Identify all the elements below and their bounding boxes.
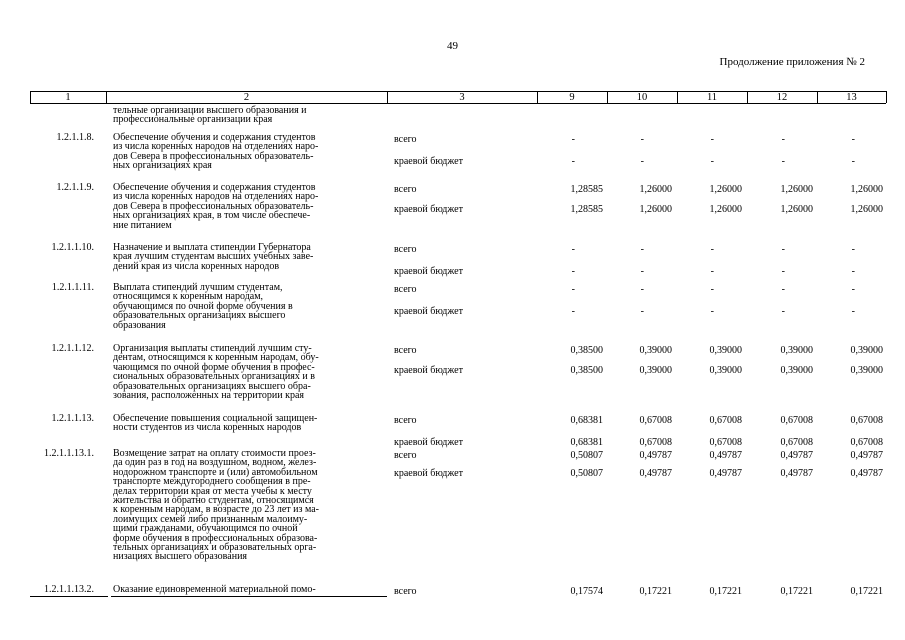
- value-cell: 0,67008: [639, 415, 672, 426]
- value-cell: 0,49787: [709, 468, 742, 479]
- value-cell: -: [781, 156, 785, 167]
- row-description: относящимся к коренным народам,: [113, 291, 264, 303]
- funding-source-label: краевой бюджет: [394, 468, 463, 479]
- value-cell: 1,26000: [709, 204, 742, 215]
- funding-source-label: краевой бюджет: [394, 204, 463, 215]
- row-description: Обеспечение повышения социальной защищен-: [113, 413, 318, 424]
- header-cell-col-1: 1: [65, 92, 71, 103]
- value-cell: -: [640, 284, 644, 295]
- row-description: образовательных организациях высшего обра-: [113, 380, 311, 392]
- value-cell: 0,38500: [570, 365, 603, 376]
- value-cell: -: [640, 306, 644, 317]
- row-code: 1.2.1.1.10.: [51, 242, 94, 253]
- value-cell: -: [710, 244, 714, 255]
- row-description: да один раз в год на воздушном, водном, желез-: [113, 457, 317, 469]
- value-cell: 0,50807: [570, 468, 603, 479]
- value-cell: 0,39000: [639, 365, 672, 376]
- header-cell-col-11: 11: [706, 92, 718, 103]
- value-cell: 0,49787: [850, 450, 883, 461]
- value-cell: 0,49787: [780, 468, 813, 479]
- value-cell: -: [640, 266, 644, 277]
- value-cell: 0,50807: [570, 450, 603, 461]
- carry-over-text: профессиональные организации края: [113, 114, 273, 126]
- row-code: 1.2.1.1.13.2.: [44, 584, 94, 595]
- row-description: из числа коренных народов на отделениях наро-: [113, 191, 319, 203]
- value-cell: 0,39000: [780, 345, 813, 356]
- row-description: делах территории края от места учебы к месту: [113, 485, 312, 497]
- row-description: жительства и обратно студентам, относящимся: [113, 495, 314, 506]
- value-cell: 0,17221: [780, 586, 813, 597]
- value-cell: 1,26000: [780, 184, 813, 195]
- row-description: Назначение и выплата стипендии Губернатора: [113, 242, 311, 253]
- value-cell: -: [640, 156, 644, 167]
- value-cell: 0,49787: [709, 450, 742, 461]
- value-cell: -: [851, 266, 855, 277]
- row-description: тельных организациях и образовательных орга-: [113, 542, 317, 553]
- value-cell: -: [571, 156, 575, 167]
- value-cell: -: [571, 266, 575, 277]
- value-cell: 1,26000: [780, 204, 813, 215]
- row-code: 1.2.1.1.8.: [56, 132, 94, 143]
- value-cell: -: [851, 244, 855, 255]
- row-description: ных организациях края, в том числе обеспече-: [113, 210, 311, 222]
- row-description: зования, расположенных на территории края: [113, 390, 304, 401]
- value-cell: -: [571, 284, 575, 295]
- row-code: 1.2.1.1.13.: [51, 413, 94, 424]
- value-cell: -: [710, 266, 714, 277]
- funding-source-label: краевой бюджет: [394, 156, 463, 167]
- row-code: 1.2.1.1.12.: [51, 343, 94, 354]
- value-cell: 0,39000: [639, 345, 672, 356]
- value-cell: -: [781, 134, 785, 145]
- value-cell: 0,67008: [850, 437, 883, 448]
- row-description: Обеспечение обучения и содержания студентов: [113, 132, 316, 143]
- row-description: образования: [113, 319, 166, 331]
- value-cell: -: [710, 306, 714, 317]
- row-description: из числа коренных народов на отделениях наро-: [113, 141, 319, 153]
- value-cell: -: [571, 244, 575, 255]
- value-cell: -: [781, 306, 785, 317]
- row-description: обучающимся по очной форме обучения в: [113, 300, 293, 312]
- value-cell: 0,68381: [570, 437, 603, 448]
- value-cell: -: [781, 284, 785, 295]
- value-cell: 0,49787: [639, 468, 672, 479]
- value-cell: -: [710, 134, 714, 145]
- page-number: 49: [447, 40, 458, 52]
- value-cell: 0,67008: [780, 415, 813, 426]
- header-cell-col-10: 10: [636, 92, 648, 103]
- row-code: 1.2.1.1.9.: [56, 182, 94, 193]
- continuation-note: Продолжение приложения № 2: [719, 56, 865, 68]
- row-description: ных организациях края: [113, 160, 212, 172]
- value-cell: -: [851, 306, 855, 317]
- value-cell: 0,17221: [639, 586, 672, 597]
- value-cell: 0,68381: [570, 415, 603, 426]
- row-description: форме обучения в профессиональных образова-: [113, 532, 318, 544]
- row-description: низациях высшего образования: [113, 551, 248, 563]
- value-cell: 0,67008: [780, 437, 813, 448]
- value-cell: -: [851, 134, 855, 145]
- row-description: края лучшим студентам высших учебных заве-: [113, 251, 314, 263]
- value-cell: 0,39000: [780, 365, 813, 376]
- value-cell: 0,49787: [639, 450, 672, 461]
- value-cell: 0,67008: [850, 415, 883, 426]
- header-cell-col-13: 13: [846, 92, 857, 103]
- value-cell: -: [781, 244, 785, 255]
- funding-source-label: всего: [394, 284, 417, 295]
- value-cell: -: [851, 156, 855, 167]
- row-code: 1.2.1.1.11.: [51, 282, 94, 293]
- value-cell: -: [640, 134, 644, 145]
- value-cell: 0,49787: [780, 450, 813, 461]
- funding-source-label: всего: [394, 345, 417, 356]
- header-column-divider: [886, 91, 887, 103]
- row-description: Оказание единовременной материальной помо-: [113, 584, 316, 595]
- row-description: сиональных образовательных организациях и в: [113, 371, 315, 383]
- value-cell: 1,26000: [639, 204, 672, 215]
- row-description: к коренным народам, в возрасте до 23 лет из ма-: [113, 504, 319, 516]
- bottom-border-code: [30, 596, 108, 597]
- row-code: 1.2.1.1.13.1.: [44, 448, 94, 459]
- value-cell: 1,26000: [639, 184, 672, 195]
- value-cell: 0,17221: [850, 586, 883, 597]
- funding-source-label: всего: [394, 134, 417, 145]
- funding-source-label: всего: [394, 415, 417, 426]
- row-description: дов Севера в профессиональных образователь-: [113, 200, 314, 212]
- row-description: лоимущих семей либо признанным малоиму-: [113, 513, 308, 525]
- funding-source-label: краевой бюджет: [394, 437, 463, 448]
- row-description: Возмещение затрат на оплату стоимости проез-: [113, 448, 316, 459]
- funding-source-label: краевой бюджет: [394, 266, 463, 277]
- value-cell: -: [640, 244, 644, 255]
- value-cell: -: [710, 156, 714, 167]
- value-cell: 0,39000: [709, 345, 742, 356]
- value-cell: 0,67008: [709, 437, 742, 448]
- row-description: Выплата стипендий лучшим студентам,: [113, 282, 283, 293]
- funding-source-label: всего: [394, 450, 417, 461]
- value-cell: -: [571, 134, 575, 145]
- carry-over-text: тельные организации высшего образования и: [113, 105, 307, 116]
- value-cell: 0,17574: [570, 586, 603, 597]
- row-description: транспорте междугороднего сообщения в пре-: [113, 476, 311, 488]
- value-cell: 1,26000: [850, 184, 883, 195]
- funding-source-label: краевой бюджет: [394, 306, 463, 317]
- value-cell: 1,26000: [709, 184, 742, 195]
- row-description: нодорожном транспорте и (или) автомобильном: [113, 466, 318, 478]
- value-cell: 0,67008: [639, 437, 672, 448]
- value-cell: 0,39000: [850, 365, 883, 376]
- row-description: Обеспечение обучения и содержания студентов: [113, 182, 316, 193]
- row-description: дентам, относящимся к коренным народам, обу-: [113, 352, 319, 364]
- row-description: образовательных организациях высшего: [113, 310, 286, 322]
- value-cell: 0,17221: [709, 586, 742, 597]
- value-cell: -: [781, 266, 785, 277]
- row-description: ние питанием: [113, 219, 172, 231]
- value-cell: -: [851, 284, 855, 295]
- row-description: Организация выплаты стипендий лучшим сту-: [113, 343, 312, 354]
- value-cell: -: [571, 306, 575, 317]
- bottom-border-desc: [111, 596, 387, 597]
- row-description: чающимся по очной форме обучения в профес-: [113, 361, 315, 373]
- row-description: дов Севера в профессиональных образователь-: [113, 150, 314, 162]
- value-cell: 0,39000: [709, 365, 742, 376]
- value-cell: 0,39000: [850, 345, 883, 356]
- header-cell-col-12: 12: [776, 92, 788, 103]
- value-cell: 0,49787: [850, 468, 883, 479]
- funding-source-label: всего: [394, 244, 417, 255]
- funding-source-label: всего: [394, 184, 417, 195]
- funding-source-label: всего: [394, 586, 417, 597]
- header-cell-col-3: 3: [459, 92, 465, 103]
- value-cell: 0,67008: [709, 415, 742, 426]
- header-cell-col-9: 9: [569, 92, 575, 103]
- header-cell-col-2: 2: [243, 92, 250, 103]
- value-cell: -: [710, 284, 714, 295]
- value-cell: 0,38500: [570, 345, 603, 356]
- value-cell: 1,26000: [850, 204, 883, 215]
- row-description: ности студентов из числа коренных народов: [113, 422, 302, 434]
- row-description: щими гражданами, обучающимся по очной: [113, 523, 298, 535]
- row-description: дений края из числа коренных народов: [113, 260, 280, 272]
- value-cell: 1,28585: [570, 184, 603, 195]
- funding-source-label: краевой бюджет: [394, 365, 463, 376]
- value-cell: 1,28585: [570, 204, 603, 215]
